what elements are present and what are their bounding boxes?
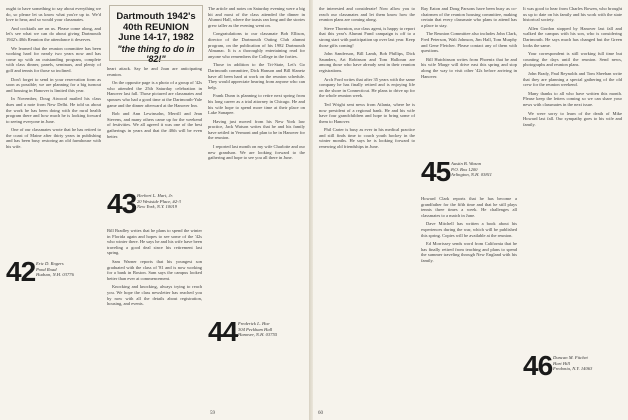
paragraph: We were sorry to learn of the death of Mike Howard last fall. Our sympathy goes to his wife and family. [523,110,622,127]
text-column-5-lower [421,196,517,400]
paragraph: Ed Morrissey sends word from California that he has finally retired from teaching and plans to spend the summer traveling through New England with his family. [421,241,517,263]
correspondent-info [451,161,492,178]
class-note-header [523,352,622,386]
paragraph: John Sanderson, Bill Lamb, Bob Phillips, Dick Saunders, Art Robinson and Tom Halloran are among those who have already sent in their reunion registrations. [319,51,415,73]
headline-line-4: "the thing to do in '82!" [117,43,195,64]
class-year: 43 [107,190,137,219]
correspondent-info [137,193,181,210]
paragraph: Howard Clark reports that he has become a grandfather for the fifth time and that he still plays tennis three times a week. He challenges all classmates to a match in June. [421,196,517,218]
class-year: 46 [523,352,553,381]
paragraph: Ted Wright sent news from Atlanta, where he is now president of a regional bank. He and his wife have four grandchildren and hope to bring some of them to Hanover. [319,101,415,124]
paragraph: It was good to hear from Charles Bowen, who brought us up to date on his family and his work with the state historical society. [523,6,622,23]
paragraph: The article and notes on Saturday evening were a big hit and most of the class attended the dinner in Alumni Hall, where the toasts ran long and the stories grew taller as the evening went on. [208,6,305,28]
correspondent-name: Eric D. Rogers [36,261,64,266]
paragraph: Don't forget to send in your reservation form as soon as possible; we are planning for a big turnout and housing in Hanover is limited this year. [6,76,101,93]
paragraph: Bill Bradley writes that he plans to spend the winter in Florida again and hopes to see some of the '42s who winter there. He says he and his wife have been traveling a good deal since his retirement last spring. [107,228,202,256]
correspondent-name: Frederick L. Hoe [238,321,270,326]
text-column-3 [208,6,305,314]
paragraph: ought to have something to say about everything we do, so please let us know what you're up to. We'd love to hear, and so would your classmates. [6,6,101,23]
correspondent-info [553,355,592,372]
paragraph: the interested and considerate! Now allow you to reach our classmates and let them know how the reunion plans are coming along. [319,6,415,23]
paragraph: Allen Gordon stopped by Hanover last fall and walked the campus with his son, who is considering Dartmouth. He says much has changed but the Green looks the same. [523,25,622,48]
correspondent-city: Hudson, N.H. 03776 [36,272,74,278]
class-year: 45 [421,158,451,187]
correspondent-info [238,321,277,338]
text-column-4 [319,6,415,401]
paragraph: The Reunion Committee also includes John Clark, Fred Peterson, Walt Johnson, Jim Hall, Tom Murphy and Gene Fletcher. Please contact any of them with questions. [421,31,517,54]
paragraph: One of our classmates wrote that he has retired to the coast of Maine after thirty years in publishing and has been busy restoring an old farmhouse with his wife. [6,127,101,150]
headline-line-3: June 14-17, 1982 [118,32,194,43]
paragraph: Phil Carter is busy as ever in his medical practice and still finds time to coach youth hockey in the winter months. He says he is looking forward to renewing old friendships in June. [319,127,415,150]
paragraph: In November, Doug Atwood mailed his class dues and a note from New Delhi. He told us about the work he has been doing with the rural health program there and how much he is looking forward to seeing everyone in June. [6,96,101,124]
text-column-2 [107,66,202,186]
correspondent-name: Herbert L. Hart, Jr. [137,193,173,198]
correspondent-address: P.O. Box 1200 [451,166,478,172]
class-year: 44 [208,318,238,347]
correspondent-city: Hanover, N.H. 03755 [238,332,278,338]
class-note-header [6,258,101,292]
correspondent-city: New York, N.Y. 10019 [137,204,177,210]
paragraph: Many thanks to all who have written this month. Please keep the letters coming so we can share your news with classmates in the next issue. [523,90,622,107]
text-column-1 [6,6,101,401]
paragraph: Arch Ford writes that after 35 years with the same company he has finally retired and is enjoying life on the shore in Connecticut. He plans to drive up for the whole reunion week. [319,76,415,99]
correspondent-address: 304 Peckham Hall [238,326,273,332]
paragraph: Dave Mitchell has written a book about his experiences during the war, which will be published this spring. Copies will be available at the reunion. [421,221,517,238]
page-number-right: 60 [318,411,323,416]
paragraph: Bill Hutchinson writes from Phoenix that he and his wife Marge will drive east this spring and stop along the way to visit other '42s before arriving in Hanover. [421,56,517,79]
paragraph: On the opposite page is a photo of a group of '42s who attended the 25th Saturday celebration in Hanover last fall. Those pictured are classmates and spouses who had a good time at the Dartmouth-Yale game and the dinner afterward at the Hanover Inn. [107,80,202,108]
page-number-left: 59 [210,411,215,416]
class-year: 42 [6,258,36,287]
headline-line-1: Dartmouth 1942's [116,11,196,22]
class-note-header [208,318,305,352]
paragraph: I reported last month on my wife Charlotte and our new grandson. We are looking forward to the gathering and hope to see you all there in June. [208,144,305,161]
text-column-6 [523,6,622,348]
text-column-5 [421,6,517,154]
correspondent-address: Hart Hill [553,360,570,366]
paragraph: Steve Thornton, our class agent, is happy to report that this year's Alumni Fund campaign is off to a strong start with participation up over last year. Keep those gifts coming! [319,25,415,48]
class-note-header [421,158,517,192]
paragraph: heart attack. Say he and Joan are anticipating reunion. [107,66,202,77]
paragraph: Ray Eaton and Doug Parsons have been busy as co-chairmen of the reunion housing committee, making certain that every classmate who plans to attend has a place to stay. [421,6,517,28]
class-note-header [107,190,202,224]
paragraph: We learned that the reunion committee has been working hard for nearly two years now and has come up with an outstanding program, complete with class dinner, panels, seminars, and plenty of golf and tennis for those so inclined. [6,45,101,73]
paragraph: John Brady, Paul Reynolds and Tom Sheehan write that they are planning a special gathering of the old crew for the reunion weekend. [523,70,622,88]
paragraph: Having just moved from his New York law practice, Jack Watson writes that he and his family have settled in Vermont and plan to be in Hanover for the reunion. [208,118,305,141]
paragraph: Knocking and knocking, always trying to reach you. We hope the class newsletter has reached you by now with all the details about registration, housing, and events. [107,284,202,307]
correspondent-name: Duncan M. Fitchet [553,355,588,360]
correspondent-name: Austin B. Wason [451,161,482,166]
paragraph: And cocktails are on us. Please come along, and let's see what we can do about giving Dartmouth 1942's 40th Reunion the attendance it deserves. [6,25,101,42]
correspondent-city: Arlington, N.H. 03811 [451,172,492,178]
paragraph: Bob and Ann Lewinsohn, Merrill and Jean Stevens, and many others came up for the weekend of festivities. We all agreed it was one of the best gatherings in years and that the 40th will be even better. [107,111,202,139]
reunion-headline-box [109,5,203,64]
correspondent-city: Fredonia, N.Y. 14063 [553,366,593,372]
headline-line-2: 40th REUNION [123,21,189,33]
text-column-2-lower [107,228,202,400]
paragraph: Congratulations to our classmate Bob Ellison, director of the Dartmouth Outing Club alumni program, on the publication of his 1982 Dartmouth Almanac. It is a thoroughly entertaining read for anyone who remembers the College in the forties. [208,31,305,59]
correspondent-info [36,261,74,278]
paragraph: Frank Dunn is planning to retire next spring from his long career as a trial attorney in Chicago. He and his wife hope to spend more time at their place on Lake Sunapee. [208,93,305,116]
correspondent-address: 20 Westside Place, #2-3 [137,198,181,204]
paragraph: Your correspondent is still working full time but counting the days until the reunion. Send news, photographs and reunion plans. [523,51,622,68]
paragraph: Those in addition to the Tri-State, Let's Go Dartmouth committee, Dick Hanson and Bill Slanetz have all been hard at work on the reunion schedule. They would appreciate hearing from anyone who can help. [208,62,305,90]
correspondent-address: Pond Road [36,266,57,272]
paragraph: Sam Warner reports that his youngest son graduated with the class of '81 and is now working for a bank in Boston. Sam says the campus looked better than ever at commencement. [107,258,202,281]
